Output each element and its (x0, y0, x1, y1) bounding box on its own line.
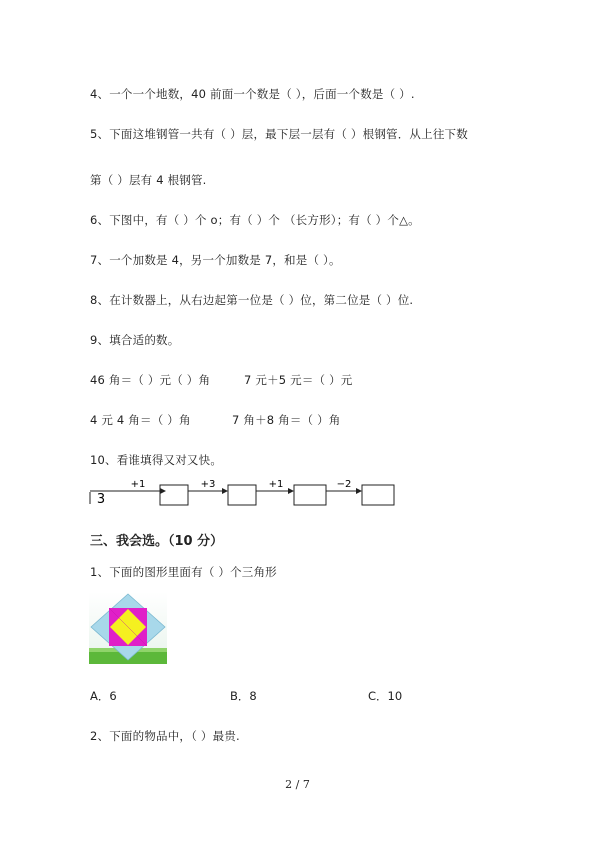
question-7: 7、一个加数是 4，另一个加数是 7，和是（ ）。 (90, 253, 341, 267)
chain-blank-box-3[interactable] (294, 485, 326, 505)
chain-arrow-3 (256, 479, 294, 494)
chain-arrow-2 (188, 479, 228, 494)
option-b[interactable]: B．8 (230, 689, 257, 703)
question-9-item-d: 7 角＋8 角＝（ ）角 (232, 413, 341, 427)
chain-op-1: +1 (130, 479, 146, 490)
question-9-item-b: 7 元＋5 元＝（ ）元 (244, 373, 353, 387)
choose-question-1: 1、下面的图形里面有（ ）个三角形 (90, 565, 277, 579)
triangle-figure (89, 592, 167, 664)
question-5-line-2: 第（ ）层有 4 根钢管. (90, 173, 207, 187)
chain-op-4: −2 (336, 479, 352, 490)
option-a[interactable]: A．6 (90, 689, 117, 703)
option-c[interactable]: C．10 (368, 689, 403, 703)
chain-blank-box-1[interactable] (160, 485, 188, 505)
page-number: 2 / 7 (285, 778, 310, 791)
chain-op-3: +1 (268, 479, 284, 490)
question-9-item-a: 46 角＝（ ）元（ ）角 (90, 373, 211, 387)
chain-op-2: +3 (200, 479, 216, 490)
chain-blank-box-4[interactable] (362, 485, 394, 505)
chain-start-number: 3 (96, 492, 106, 507)
question-9: 9、填合适的数。 (90, 333, 180, 347)
question-4: 4、一个一个地数，40 前面一个数是（ ），后面一个数是（ ）. (90, 87, 415, 101)
question-8: 8、在计数器上，从右边起第一位是（ ）位，第二位是（ ）位. (90, 293, 414, 307)
number-chain (88, 474, 408, 510)
question-5-line-1: 5、下面这堆钢管一共有（ ）层，最下层一层有（ ）根钢管．从上往下数 (90, 127, 468, 141)
chain-arrow-4 (326, 479, 362, 494)
question-10: 10、看谁填得又对又快。 (90, 453, 223, 467)
question-6: 6、下图中，有（ ）个 o；有（ ）个 （长方形）；有（ ）个△。 (90, 213, 420, 227)
section-3-title: 三、我会选。（10 分） (90, 534, 224, 549)
choose-question-2: 2、下面的物品中，（ ）最贵. (90, 729, 240, 743)
chain-blank-box-2[interactable] (228, 485, 256, 505)
question-9-item-c: 4 元 4 角＝（ ）角 (90, 413, 191, 427)
